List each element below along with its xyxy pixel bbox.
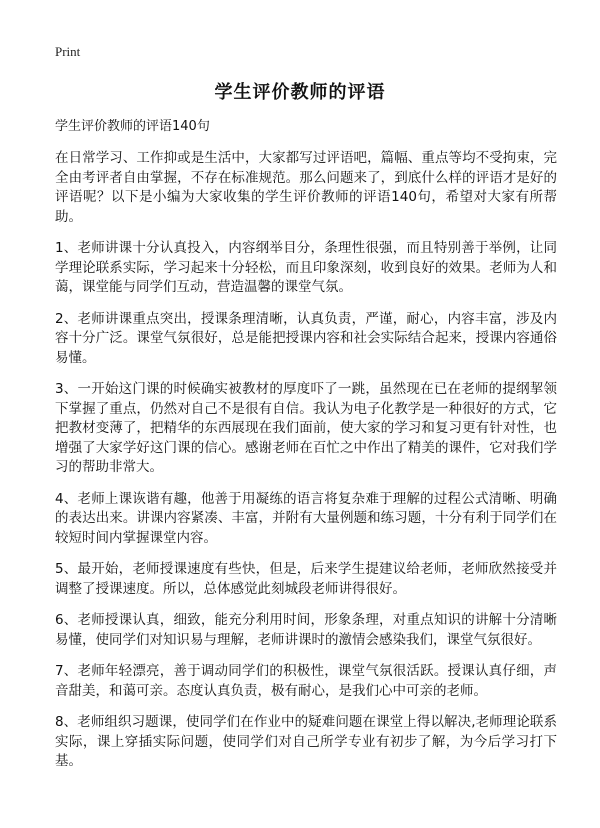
comment-paragraph-5: 5、最开始，老师授课速度有些快，但是，后来学生提建议给老师，老师欣然接受并调整了授课速度。所以，总体感觉此刻城段老师讲得很好。 (55, 561, 557, 597)
document-subtitle: 学生评价教师的评语140句 (55, 119, 210, 134)
page-title: 学生评价教师的评语 (214, 82, 386, 103)
comment-paragraph-6: 6、老师授课认真，细致，能充分利用时间，形象条理，对重点知识的讲解十分清晰易懂，使同学们对知识易与理解，老师讲课时的激情会感染我们，课堂气氛很好。 (55, 612, 557, 648)
comment-paragraph-1: 1、老师讲课十分认真投入，内容纲举目分，条理性很强，而且特别善于举例，让同学理论联系实际，学习起来十分轻松，而且印象深刻，收到良好的效果。老师为人和蔼，课堂能与同学们互动，营造温馨的课堂气氛。 (55, 240, 557, 295)
document-body (55, 118, 557, 784)
comment-paragraph-8: 8、老师组织习题课，使同学们在作业中的疑难问题在课堂上得以解决,老师理论联系实际，课上穿插实际问题，使同学们对自己所学专业有初步了解，为今后学习打下基。 (55, 714, 557, 769)
comment-paragraph-7: 7、老师年轻漂亮，善于调动同学们的积极性，课堂气氛很活跃。授课认真仔细，声音甜美，和蔼可亲。态度认真负责，极有耐心，是我们心中可亲的老师。 (55, 663, 557, 699)
comment-paragraph-2: 2、老师讲课重点突出，授课条理清晰，认真负责，严谨，耐心，内容丰富，涉及内容十分广泛。课堂气氛很好，总是能把授课内容和社会实际结合起来，授课内容通俗易懂。 (55, 310, 557, 366)
print-link[interactable]: Print (55, 44, 81, 59)
comment-paragraph-3: 3、一开始这门课的时候确实被教材的厚度吓了一跳，虽然现在已在老师的提纲挈领下掌握了重点，仍然对自己不是很有自信。我认为电子化教学是一种很好的方式，它把教材变薄了，把精华的东西展现在我们面前，使大家的学习和复习更有针对性，也增强了大家学好这门课的信心。感谢老师在百忙之中作出了精美的课件，它对我们学习的帮助非常大。 (55, 381, 557, 475)
intro-paragraph: 在日常学习、工作抑或是生活中，大家都写过评语吧，篇幅、重点等均不受拘束，完全由考评者自由掌握，不存在标准规范。那么问题来了，到底什么样的评语才是好的评语呢？以下是小编为大家收集的学生评价教师的评语140句，希望对大家有所帮助。 (55, 150, 557, 225)
comment-paragraph-4: 4、老师上课诙谐有趣，他善于用凝练的语言将复杂难于理解的过程公式清晰、明确的表达出来。讲课内容紧凑、丰富，并附有大量例题和练习题，十分有利于同学们在较短时间内掌握课堂内容。 (55, 490, 557, 546)
